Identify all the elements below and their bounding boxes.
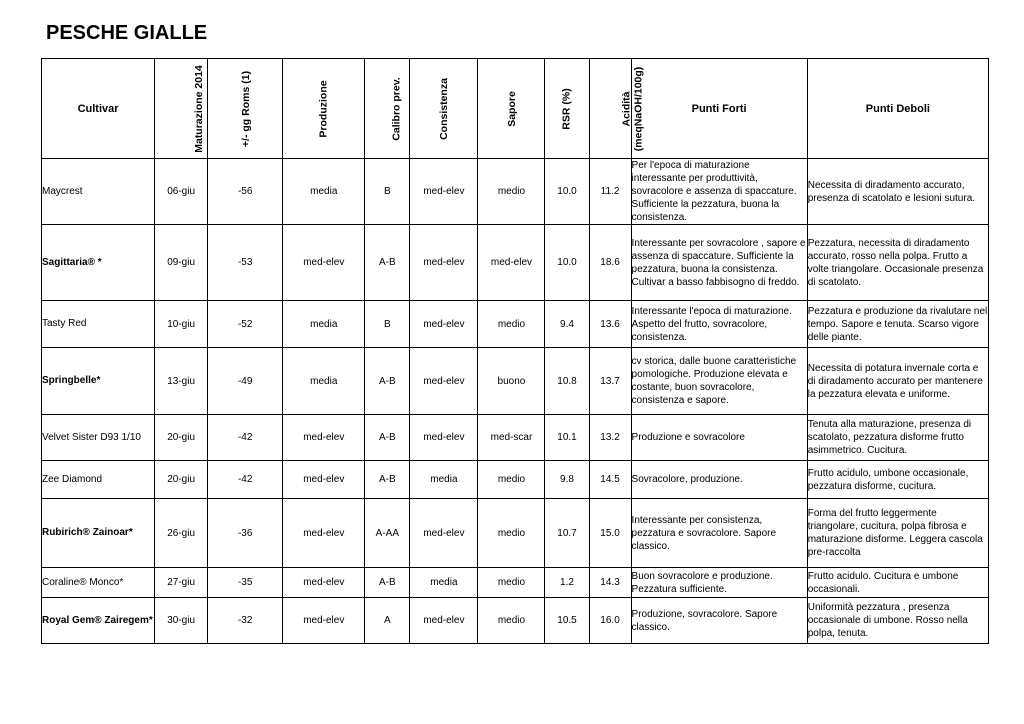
cell-sapore: medio — [478, 301, 545, 348]
cell-cultivar: Velvet Sister D93 1/10 — [42, 415, 155, 461]
cell-sapore: medio — [478, 568, 545, 598]
cell-maturazione: 10-giu — [155, 301, 208, 348]
cell-punti-forti: Interessante l'epoca di maturazione. Aspetto del frutto, sovracolore, consistenza. — [631, 301, 807, 348]
cell-calibro: A-B — [365, 461, 410, 499]
cell-sapore: med-elev — [478, 225, 545, 301]
header-punti-forti: Punti Forti — [631, 59, 807, 159]
cell-cultivar: Coraline® Monco* — [42, 568, 155, 598]
header-punti-deboli: Punti Deboli — [807, 59, 988, 159]
header-gg-roms: +/- gg Roms (1) — [208, 59, 283, 159]
cell-produzione: med-elev — [283, 415, 365, 461]
table-row — [42, 348, 989, 415]
table-row — [42, 461, 989, 499]
cell-cultivar: Sagittaria® * — [42, 225, 155, 301]
header-rsr: RSR (%) — [545, 59, 589, 159]
table-row — [42, 301, 989, 348]
cell-gg-roms: -35 — [208, 568, 283, 598]
cell-acidita: 15.0 — [589, 499, 631, 568]
cell-consistenza: med-elev — [410, 598, 478, 644]
cell-acidita: 11.2 — [589, 159, 631, 225]
cell-rsr: 10.1 — [545, 415, 589, 461]
cell-acidita: 13.7 — [589, 348, 631, 415]
cell-gg-roms: -42 — [208, 461, 283, 499]
cell-maturazione: 13-giu — [155, 348, 208, 415]
header-row — [42, 59, 989, 159]
header-cultivar: Cultivar — [42, 59, 155, 159]
cell-punti-deboli: Frutto acidulo, umbone occasionale, pezzatura disforme, cucitura. — [807, 461, 988, 499]
table-row — [42, 499, 989, 568]
cell-sapore: medio — [478, 461, 545, 499]
cell-punti-deboli: Uniformità pezzatura , presenza occasionale di umbone. Rosso nella polpa, tenuta. — [807, 598, 988, 644]
cell-cultivar: Springbelle* — [42, 348, 155, 415]
header-produzione: Produzione — [283, 59, 365, 159]
cell-consistenza: med-elev — [410, 301, 478, 348]
cell-sapore: medio — [478, 598, 545, 644]
cell-maturazione: 09-giu — [155, 225, 208, 301]
cell-rsr: 10.0 — [545, 159, 589, 225]
cell-punti-forti: Buon sovracolore e produzione. Pezzatura sufficiente. — [631, 568, 807, 598]
cell-produzione: med-elev — [283, 568, 365, 598]
table-row — [42, 415, 989, 461]
cell-consistenza: med-elev — [410, 499, 478, 568]
cell-acidita: 18.6 — [589, 225, 631, 301]
cell-gg-roms: -52 — [208, 301, 283, 348]
cell-consistenza: med-elev — [410, 159, 478, 225]
cell-punti-forti: Interessante per consistenza, pezzatura e sovracolore. Sapore classico. — [631, 499, 807, 568]
table-row — [42, 568, 989, 598]
page-title: PESCHE GIALLE — [46, 22, 208, 44]
cell-gg-roms: -36 — [208, 499, 283, 568]
cell-produzione: media — [283, 159, 365, 225]
cell-punti-deboli: Pezzatura e produzione da rivalutare nel tempo. Sapore e tenuta. Scarso vigore delle piante. — [807, 301, 988, 348]
cell-cultivar: Zee Diamond — [42, 461, 155, 499]
cell-produzione: med-elev — [283, 598, 365, 644]
cell-acidita: 16.0 — [589, 598, 631, 644]
cell-rsr: 9.4 — [545, 301, 589, 348]
cell-cultivar: Royal Gem® Zairegem* — [42, 598, 155, 644]
cell-rsr: 10.0 — [545, 225, 589, 301]
cell-produzione: media — [283, 301, 365, 348]
cell-punti-forti: Produzione, sovracolore. Sapore classico. — [631, 598, 807, 644]
cell-maturazione: 06-giu — [155, 159, 208, 225]
cell-consistenza: med-elev — [410, 225, 478, 301]
cell-maturazione: 26-giu — [155, 499, 208, 568]
cell-calibro: A-B — [365, 415, 410, 461]
cell-calibro: A-B — [365, 348, 410, 415]
cell-acidita: 13.6 — [589, 301, 631, 348]
table-row — [42, 159, 989, 225]
cell-rsr: 10.7 — [545, 499, 589, 568]
cell-consistenza: med-elev — [410, 415, 478, 461]
cell-acidita: 14.3 — [589, 568, 631, 598]
cell-maturazione: 20-giu — [155, 461, 208, 499]
cell-punti-deboli: Necessita di potatura invernale corta e di diradamento accurato per mantenere la pezzatura elevata e uniforme. — [807, 348, 988, 415]
cell-calibro: B — [365, 301, 410, 348]
cell-produzione: med-elev — [283, 499, 365, 568]
header-acidita: Acidità (meqNaOH/100g) — [589, 59, 631, 159]
cell-acidita: 14.5 — [589, 461, 631, 499]
table-row — [42, 225, 989, 301]
cell-gg-roms: -42 — [208, 415, 283, 461]
cell-acidita: 13.2 — [589, 415, 631, 461]
cell-punti-deboli: Necessita di diradamento accurato, presenza di scatolato e lesioni sutura. — [807, 159, 988, 225]
cell-gg-roms: -56 — [208, 159, 283, 225]
cell-consistenza: media — [410, 568, 478, 598]
cell-punti-deboli: Frutto acidulo. Cucitura e umbone occasionali. — [807, 568, 988, 598]
cell-maturazione: 20-giu — [155, 415, 208, 461]
cell-calibro: A-AA — [365, 499, 410, 568]
cell-rsr: 1.2 — [545, 568, 589, 598]
cell-punti-deboli: Forma del frutto leggermente triangolare, cucitura, polpa fibrosa e maturazione disforme. Leggera cascola pre-raccolta — [807, 499, 988, 568]
cultivar-table — [41, 58, 989, 644]
cell-punti-forti: Produzione e sovracolore — [631, 415, 807, 461]
cell-gg-roms: -49 — [208, 348, 283, 415]
cell-cultivar: Tasty Red — [42, 301, 155, 348]
header-calibro: Calibro prev. — [365, 59, 410, 159]
cell-calibro: A-B — [365, 568, 410, 598]
cell-rsr: 10.8 — [545, 348, 589, 415]
cell-punti-deboli: Pezzatura, necessita di diradamento accurato, rosso nella polpa. Frutto a volte triangolare. Occasionale presenza di scatolato. — [807, 225, 988, 301]
cell-punti-forti: Per l'epoca di maturazione interessante per produttività, sovracolore e assenza di spaccature. Sufficiente la pezzatura, buona la consistenza. — [631, 159, 807, 225]
header-maturazione: Maturazione 2014 — [155, 59, 208, 159]
cell-consistenza: med-elev — [410, 348, 478, 415]
cell-rsr: 9.8 — [545, 461, 589, 499]
cell-cultivar: Rubirich® Zainoar* — [42, 499, 155, 568]
cell-cultivar: Maycrest — [42, 159, 155, 225]
cell-sapore: medio — [478, 159, 545, 225]
cell-sapore: medio — [478, 499, 545, 568]
cell-maturazione: 27-giu — [155, 568, 208, 598]
cell-sapore: med-scar — [478, 415, 545, 461]
cell-rsr: 10.5 — [545, 598, 589, 644]
cell-calibro: B — [365, 159, 410, 225]
cell-calibro: A-B — [365, 225, 410, 301]
header-consistenza: Consistenza — [410, 59, 478, 159]
cell-punti-forti: Sovracolore, produzione. — [631, 461, 807, 499]
cell-gg-roms: -53 — [208, 225, 283, 301]
header-sapore: Sapore — [478, 59, 545, 159]
cell-consistenza: media — [410, 461, 478, 499]
table-row — [42, 598, 989, 644]
cell-produzione: media — [283, 348, 365, 415]
cell-sapore: buono — [478, 348, 545, 415]
cell-maturazione: 30-giu — [155, 598, 208, 644]
cell-punti-forti: Interessante per sovracolore , sapore e assenza di spaccature. Sufficiente la pezzatura, buona la consistenza. Cultivar a basso fabbisogno di freddo. — [631, 225, 807, 301]
cell-gg-roms: -32 — [208, 598, 283, 644]
cell-punti-deboli: Tenuta alla maturazione, presenza di scatolato, pezzatura disforme frutto asimmetrico. Cucitura. — [807, 415, 988, 461]
cell-produzione: med-elev — [283, 461, 365, 499]
cell-punti-forti: cv storica, dalle buone caratteristiche pomologiche. Produzione elevata e costante, buon sovracolore, consistenza e sapore. — [631, 348, 807, 415]
cell-calibro: A — [365, 598, 410, 644]
cell-produzione: med-elev — [283, 225, 365, 301]
